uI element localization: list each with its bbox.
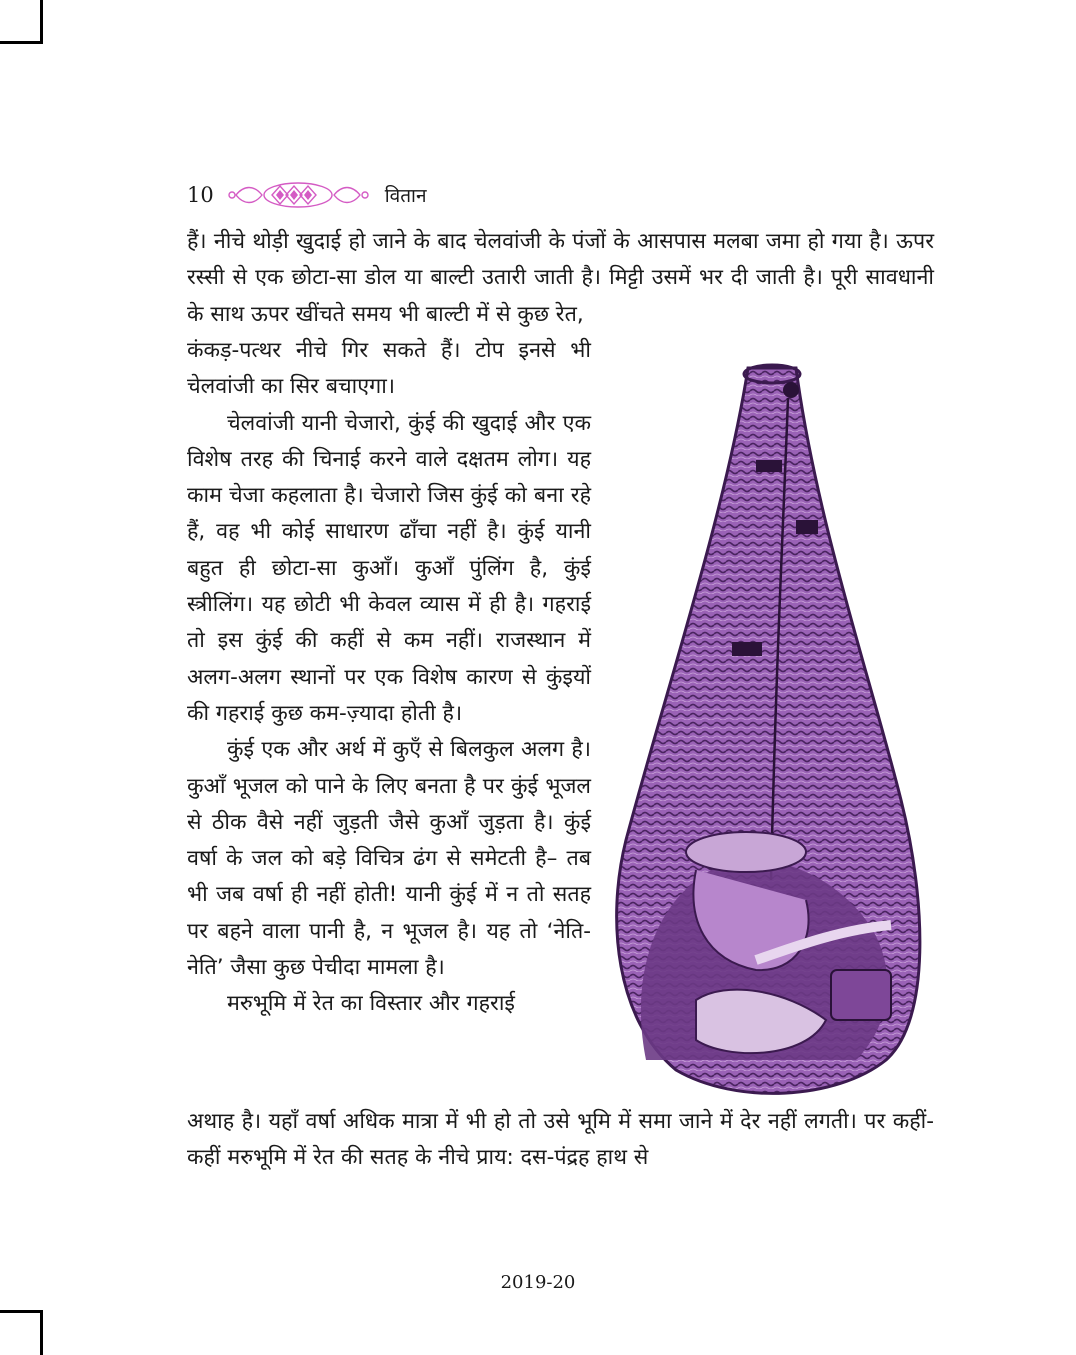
paragraph: कुंई एक और अर्थ में कुएँ से बिलकुल अलग है। कुआँ भूजल को पाने के लिए बनता है पर कुंई भूजल से ठीक वैसे नहीं जुड़ती जैसे कुआँ जुड़ता है। कुंई वर्षा के जल को बड़े विचित्र ढंग से समेटती है– तब भी जब वर्षा ही नहीं होती! यानी कुंई में न तो सतह पर बहने वाला पानी है, न भूजल है। यह तो ‘नेति-नेति’ जैसा कुछ पेचीदा मामला है। (187, 737, 591, 981)
crop-mark-bottom-left-h (0, 1310, 43, 1313)
paragraph: चेलवांजी यानी चेजारो, कुंई की खुदाई और एक विशेष तरह की चिनाई करने वाले दक्षतम लोग। यह काम चेजा कहलाता है। चेजारो जिस कुंई को बना रहे हैं, वह भी कोई साधारण ढाँचा नहीं है। कुंई यानी बहुत ही छोटा-सा कुआँ। कुआँ पुंलिंग है, कुंई स्त्रीलिंग। यह छोटी भी केवल व्यास में ही है। गहराई तो इस कुंई की कहीं से कम नहीं। राजस्थान में अलग-अलग स्थानों पर एक विशेष कारण से कुंइयों की गहराई कुछ कम-ज़्यादा होती है। (187, 410, 591, 726)
body-text-column (187, 333, 591, 1023)
page-number: 10 (187, 183, 214, 207)
page-footer-year: 2019-20 (500, 1272, 576, 1293)
paragraph-continuation: कंकड़-पत्थर नीचे गिर सकते हैं। टोप इनसे भी चेलवांजी का सिर बचाएगा। (187, 338, 591, 400)
paragraph: अथाह है। यहाँ वर्षा अधिक मात्रा में भी हो तो उसे भूमि में समा जाने में देर नहीं लगती। पर कहीं-कहीं मरुभूमि में रेत की सतह के नीचे प्राय: दस-पंद्रह हाथ से (187, 1109, 934, 1171)
kui-digging-illustration (606, 360, 936, 1100)
book-title: वितान (384, 185, 427, 207)
body-text-bottom (187, 1104, 934, 1177)
crop-mark-bottom-left-v (40, 1310, 43, 1355)
paragraph: मरुभूमि में रेत का विस्तार और गहराई (227, 991, 515, 1017)
header-ornament-icon (226, 179, 371, 211)
page-header (187, 178, 427, 212)
paragraph: हैं। नीचे थोड़ी खुदाई हो जाने के बाद चेलवांजी के पंजों के आसपास मलबा जमा हो गया है। ऊपर रस्सी से एक छोटा-सा डोल या बाल्टी उतारी जाती है। मिट्टी उसमें भर दी जाती है। पूरी सावधानी के साथ ऊपर खींचते समय भी बाल्टी में से कुछ रेत, (187, 229, 934, 327)
crop-mark-top-left-v (40, 0, 43, 44)
body-text-top (187, 224, 934, 333)
crop-mark-top-left-h (0, 41, 43, 44)
